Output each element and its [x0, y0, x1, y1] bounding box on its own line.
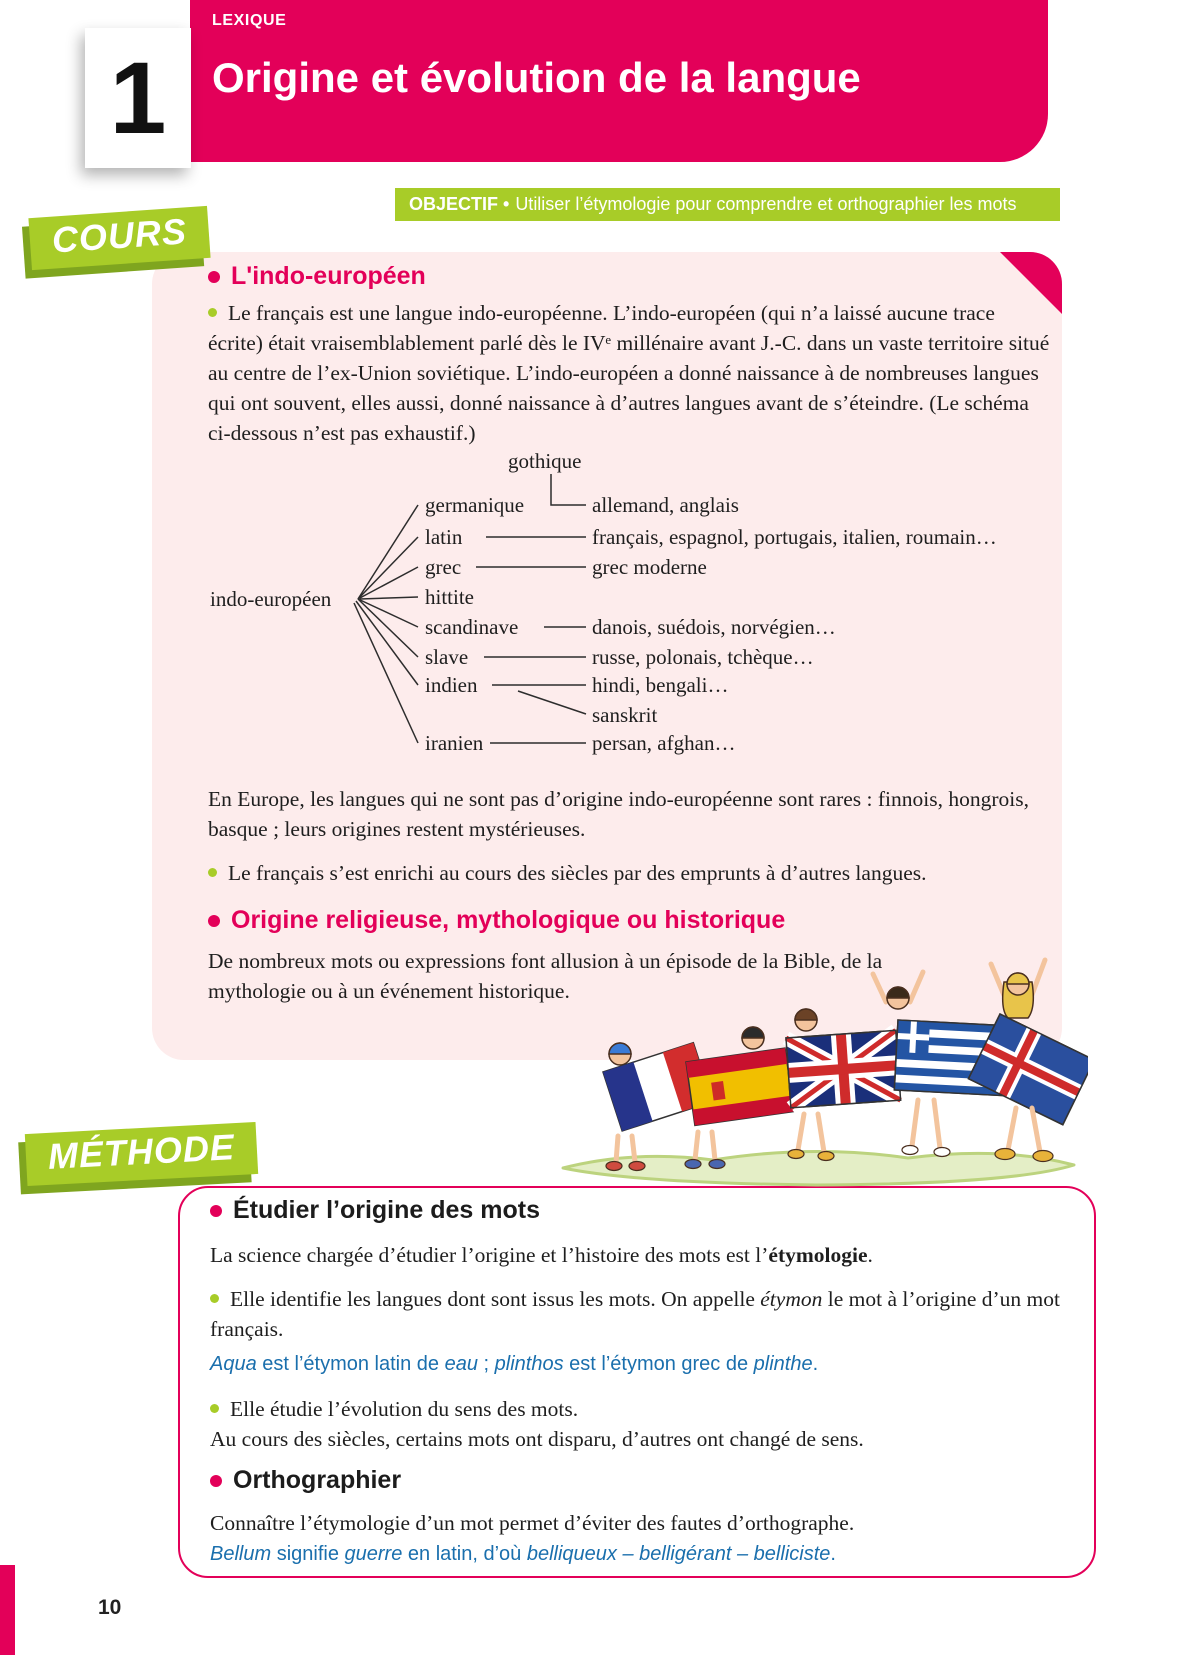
red-bullet-icon — [210, 1475, 222, 1487]
example-text: en latin, d’où — [402, 1543, 527, 1565]
chapter-number-box — [85, 28, 191, 168]
example-text: . — [830, 1543, 836, 1565]
tree-branch-germanique: germanique — [425, 493, 525, 517]
tree-langs-slave: russe, polonais, tchèque… — [592, 645, 814, 669]
paragraph-evolution-sens — [210, 1394, 1066, 1424]
etymon-pre: Elle identifie les langues dont sont issus les mots. On appelle — [230, 1287, 761, 1311]
paragraph-emprunts-text: Le français s’est enrichi au cours des siècles par des emprunts à d’autres langues. — [228, 861, 927, 885]
example-word: Aqua — [210, 1353, 257, 1375]
heading-etudier-origine-label: Étudier l’origine des mots — [233, 1196, 540, 1224]
tree-langs-germanique: allemand, anglais — [592, 493, 739, 517]
example-word: belliqueux – belligérant – belliciste — [526, 1543, 831, 1565]
tree-branch-hittite: hittite — [425, 585, 474, 609]
paragraph-intro-text: Le français est une langue indo-européenne. L’indo-européen (qui n’a laissé aucune trace écrite) était vraisemblablement parlé dès le IVᵉ millénaire avant J.-C. dans un vaste territoire situé au centre de l’ex-Union soviétique. L’indo-européen a donné naissance à de nombreuses langues qui ont souvent, elles aussi, donné naissance à d’autres langues avant de s’éteindre. (Le schéma ci-dessous n’est pas exhaustif.) — [208, 301, 1050, 445]
heading-indo-europeen-label: L'indo-européen — [231, 262, 426, 290]
methode-tag-label: MÉTHODE — [46, 1126, 236, 1177]
etymon-italic: étymon — [760, 1287, 823, 1311]
paragraph-etymologie — [210, 1240, 1076, 1270]
red-bullet-icon — [208, 271, 220, 283]
methode-tag — [25, 1122, 258, 1186]
example-text: ; — [477, 1353, 495, 1375]
tree-branch-indien: indien — [425, 673, 478, 697]
etymologie-pre: La science chargée d’étudier l’origine et l’histoire des mots est l’ — [210, 1243, 769, 1267]
green-bullet-icon — [208, 868, 217, 877]
tree-root-label: indo-européen — [210, 587, 332, 611]
heading-origine-religieuse — [208, 906, 785, 935]
paragraph-sens-detail: Au cours des siècles, certains mots ont disparu, d’autres ont changé de sens. — [210, 1427, 864, 1451]
example-text: . — [812, 1353, 819, 1375]
tree-branch-slave: slave — [425, 645, 469, 669]
paragraph-europe: En Europe, les langues qui ne sont pas d’origine indo-européenne sont rares : finnois, hongrois, basque ; leurs origines restent mystérieuses. — [208, 787, 1029, 841]
example-word: plinthos — [494, 1353, 564, 1375]
tree-label-gothique: gothique — [508, 449, 582, 473]
red-bullet-icon — [210, 1205, 222, 1217]
tree-langs-indien: hindi, bengali… — [592, 673, 729, 697]
tree-branch-latin: latin — [425, 525, 463, 549]
cours-tag-label: COURS — [50, 210, 189, 261]
chapter-header-band — [190, 0, 1048, 162]
heading-origine-religieuse-label: Origine religieuse, mythologique ou historique — [231, 906, 786, 934]
red-bullet-icon — [208, 915, 220, 927]
example-word: eau — [444, 1353, 478, 1375]
objective-banner — [395, 188, 1060, 221]
page-edge-strip — [0, 1565, 15, 1655]
example-text: signifie — [271, 1543, 345, 1565]
heading-indo-europeen — [208, 262, 426, 291]
heading-orthographier — [210, 1466, 401, 1495]
etymon-post: le mot à l’origine d’un mot français. — [210, 1287, 1061, 1341]
tree-branch-iranien: iranien — [425, 731, 484, 755]
tree-branch-grec: grec — [425, 555, 462, 579]
tree-langs-grec: grec moderne — [592, 555, 707, 579]
green-bullet-icon — [208, 308, 217, 317]
tree-langs-iranien: persan, afghan… — [592, 731, 736, 755]
example-word: Bellum — [210, 1543, 272, 1565]
tree-langs-scandinave: danois, suédois, norvégien… — [592, 615, 836, 639]
green-bullet-icon — [210, 1294, 219, 1303]
objective-text: Utiliser l’étymologie pour comprendre et orthographier les mots — [515, 194, 1017, 214]
heading-etudier-origine — [210, 1196, 540, 1225]
etymologie-post: . — [867, 1243, 873, 1267]
evolution-sens-text: Elle étudie l’évolution du sens des mots. — [230, 1397, 579, 1421]
section-label: LEXIQUE — [212, 12, 287, 29]
paragraph-etymon — [210, 1284, 1066, 1344]
example-text: est l’étymon grec de — [563, 1353, 754, 1375]
chapter-number: 1 — [109, 41, 167, 155]
children-legs — [616, 1100, 1040, 1162]
example-aqua — [210, 1350, 1070, 1378]
tree-langs-sanskrit: sanskrit — [592, 703, 658, 727]
page-number: 10 — [98, 1596, 122, 1619]
tree-branch-scandinave: scandinave — [425, 615, 519, 639]
paragraph-origine: De nombreux mots ou expressions font allusion à un épisode de la Bible, de la mythologie ou à un événement historique. — [208, 949, 883, 1003]
heading-orthographier-label: Orthographier — [233, 1466, 402, 1494]
green-bullet-icon — [210, 1404, 219, 1413]
paragraph-intro — [208, 298, 1050, 448]
example-bellum — [210, 1540, 1070, 1568]
language-tree-diagram — [210, 448, 1060, 766]
objective-label: OBJECTIF • — [409, 194, 510, 214]
example-word: plinthe — [753, 1353, 813, 1375]
paragraph-emprunts — [208, 858, 1050, 888]
example-text: est l’étymon latin de — [256, 1353, 445, 1375]
paragraph-orthographe: Connaître l’étymologie d’un mot permet d’éviter des fautes d’orthographe. — [210, 1511, 855, 1535]
tree-langs-latin: français, espagnol, portugais, italien, roumain… — [592, 525, 997, 549]
page-title: Origine et évolution de la langue — [212, 54, 861, 101]
etymologie-bold: étymologie — [768, 1243, 868, 1267]
example-word: guerre — [344, 1543, 403, 1565]
children-shoes — [606, 1146, 1053, 1171]
